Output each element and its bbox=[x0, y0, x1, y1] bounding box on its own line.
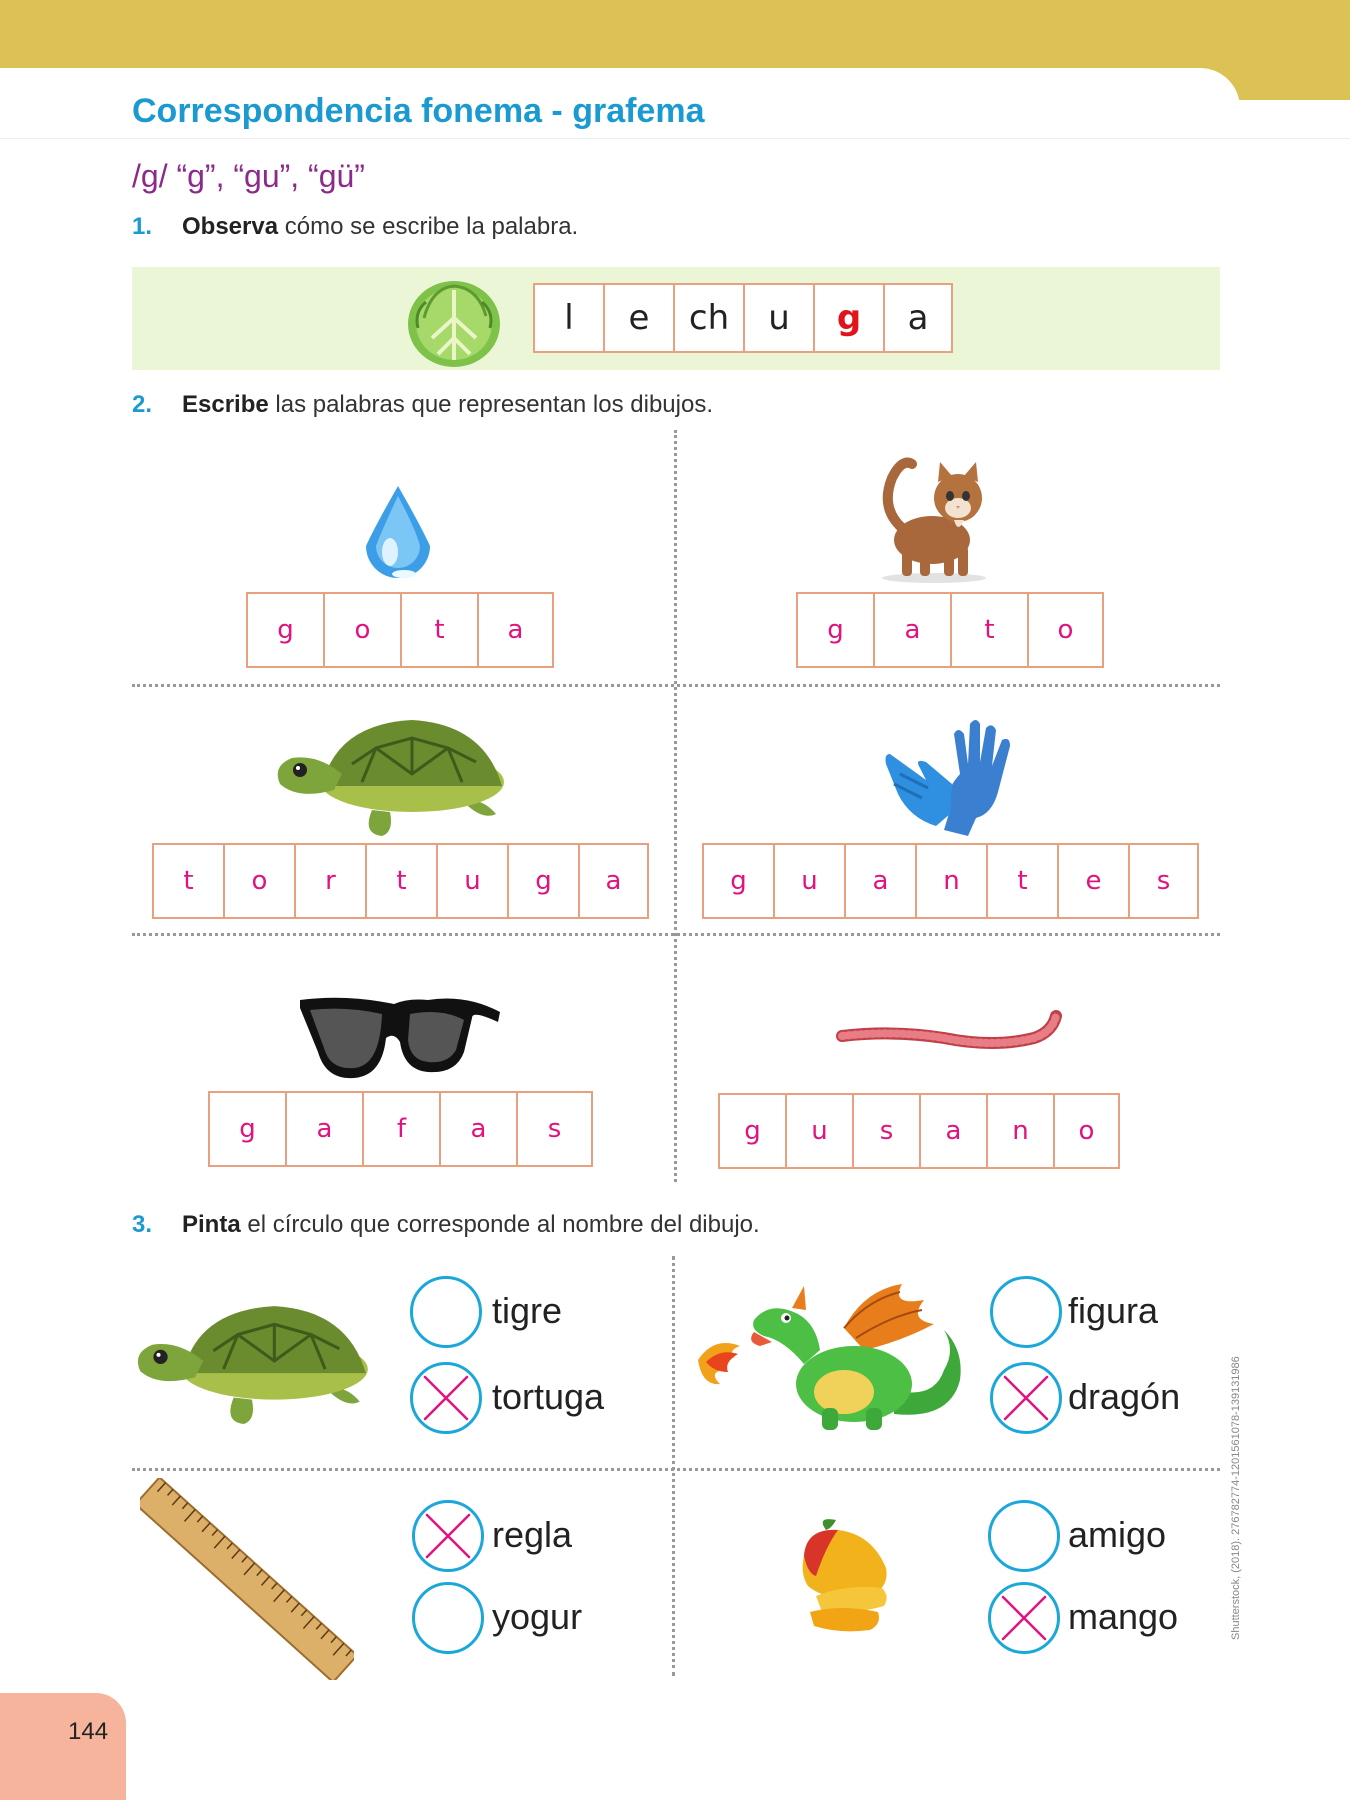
worm-image bbox=[834, 1008, 1070, 1058]
page-title: Correspondencia fonema - grafema bbox=[132, 92, 705, 130]
cross-mark-icon bbox=[999, 1371, 1053, 1425]
letter-box[interactable]: a bbox=[285, 1091, 362, 1167]
instruction-2 bbox=[132, 391, 713, 419]
header-rule bbox=[0, 138, 1350, 139]
option-label: dragón bbox=[1068, 1376, 1181, 1417]
example-word bbox=[533, 283, 953, 353]
letter-box[interactable]: g bbox=[507, 843, 578, 919]
turtle-image bbox=[132, 1300, 372, 1426]
letter-box[interactable]: a bbox=[477, 592, 554, 668]
letter-box: u bbox=[743, 283, 813, 353]
word-boxes-guantes bbox=[702, 843, 1199, 919]
letter-box[interactable]: t bbox=[365, 843, 436, 919]
letter-box[interactable]: r bbox=[294, 843, 365, 919]
letter-box[interactable]: g bbox=[246, 592, 323, 668]
letter-box[interactable]: a bbox=[578, 843, 649, 919]
grid-divider-horizontal bbox=[132, 933, 1220, 936]
option-label: tigre bbox=[492, 1290, 563, 1331]
letter-box[interactable]: a bbox=[873, 592, 950, 668]
letter-box[interactable]: s bbox=[1128, 843, 1199, 919]
ruler-image bbox=[140, 1478, 354, 1680]
sunglasses-image bbox=[296, 992, 504, 1082]
letter-box[interactable]: a bbox=[439, 1091, 516, 1167]
letter-box[interactable]: t bbox=[152, 843, 223, 919]
dragon-image bbox=[694, 1280, 974, 1436]
grid-divider-vertical bbox=[672, 1256, 675, 1676]
letter-box[interactable]: n bbox=[986, 1093, 1053, 1169]
word-boxes-gusano bbox=[718, 1093, 1120, 1169]
instruction-text: el círculo que corresponde al nombre del dibujo. bbox=[240, 1211, 760, 1238]
word-boxes-gafas bbox=[208, 1091, 593, 1167]
letter-box[interactable]: f bbox=[362, 1091, 439, 1167]
instruction-verb: Observa bbox=[182, 213, 279, 240]
cross-mark-icon bbox=[421, 1509, 475, 1563]
answer-circle[interactable] bbox=[990, 1276, 1062, 1348]
word-boxes-tortuga bbox=[152, 843, 649, 919]
letter-box[interactable]: s bbox=[516, 1091, 593, 1167]
option-label: mango bbox=[1068, 1596, 1179, 1637]
instruction-verb: Escribe bbox=[182, 391, 269, 418]
instruction-3 bbox=[132, 1211, 760, 1239]
instruction-number: 1. bbox=[132, 213, 153, 240]
grid-divider-horizontal bbox=[132, 684, 1220, 687]
letter-box: l bbox=[533, 283, 603, 353]
turtle-image bbox=[272, 714, 508, 838]
letter-box[interactable]: a bbox=[844, 843, 915, 919]
option-label: figura bbox=[1068, 1290, 1159, 1331]
option-label: amigo bbox=[1068, 1514, 1167, 1555]
page-subtitle: /g/ “g”, “gu”, “gü” bbox=[132, 158, 365, 194]
letter-box[interactable]: o bbox=[223, 843, 294, 919]
image-credit: Shutterstock, (2018). 276782774-1201561078-139131986 bbox=[1230, 1356, 1242, 1640]
letter-box[interactable]: o bbox=[1053, 1093, 1120, 1169]
word-boxes-gota bbox=[246, 592, 554, 668]
instruction-text: cómo se escribe la palabra. bbox=[278, 213, 579, 240]
answer-circle[interactable] bbox=[988, 1582, 1060, 1654]
mango-image bbox=[786, 1516, 898, 1636]
page-number-tab bbox=[0, 1693, 126, 1800]
word-boxes-gato bbox=[796, 592, 1104, 668]
letter-box: e bbox=[603, 283, 673, 353]
letter-box[interactable]: e bbox=[1057, 843, 1128, 919]
cat-image bbox=[872, 448, 996, 584]
letter-box[interactable]: g bbox=[796, 592, 873, 668]
cross-mark-icon bbox=[419, 1371, 473, 1425]
letter-box[interactable]: g bbox=[718, 1093, 785, 1169]
letter-box: ch bbox=[673, 283, 743, 353]
grid-divider-vertical bbox=[674, 430, 677, 1182]
letter-box: g bbox=[813, 283, 883, 353]
option-label: regla bbox=[492, 1514, 573, 1555]
letter-box[interactable]: n bbox=[915, 843, 986, 919]
letter-box[interactable]: t bbox=[400, 592, 477, 668]
answer-circle[interactable] bbox=[412, 1500, 484, 1572]
letter-box[interactable]: s bbox=[852, 1093, 919, 1169]
cross-mark-icon bbox=[997, 1591, 1051, 1645]
letter-box[interactable]: g bbox=[208, 1091, 285, 1167]
option-label: yogur bbox=[492, 1596, 583, 1637]
instruction-number: 3. bbox=[132, 1211, 153, 1238]
letter-box[interactable]: a bbox=[919, 1093, 986, 1169]
instruction-text: las palabras que representan los dibujos. bbox=[268, 391, 713, 418]
answer-circle[interactable] bbox=[410, 1362, 482, 1434]
answer-circle[interactable] bbox=[990, 1362, 1062, 1434]
answer-circle[interactable] bbox=[412, 1582, 484, 1654]
letter-box[interactable]: u bbox=[436, 843, 507, 919]
letter-box[interactable]: o bbox=[323, 592, 400, 668]
answer-circle[interactable] bbox=[410, 1276, 482, 1348]
letter-box[interactable]: t bbox=[950, 592, 1027, 668]
gloves-image bbox=[880, 714, 1020, 838]
instruction-number: 2. bbox=[132, 391, 153, 418]
letter-box[interactable]: t bbox=[986, 843, 1057, 919]
answer-circle[interactable] bbox=[988, 1500, 1060, 1572]
page-number: 144 bbox=[68, 1718, 109, 1745]
letter-box[interactable]: g bbox=[702, 843, 773, 919]
letter-box[interactable]: u bbox=[773, 843, 844, 919]
grid-divider-horizontal bbox=[132, 1468, 1220, 1471]
lettuce-image bbox=[402, 268, 506, 372]
water-drop-image bbox=[360, 482, 436, 588]
instruction-1 bbox=[132, 213, 578, 241]
letter-box: a bbox=[883, 283, 953, 353]
instruction-verb: Pinta bbox=[182, 1211, 241, 1238]
letter-box[interactable]: o bbox=[1027, 592, 1104, 668]
option-label: tortuga bbox=[492, 1376, 605, 1417]
letter-box[interactable]: u bbox=[785, 1093, 852, 1169]
